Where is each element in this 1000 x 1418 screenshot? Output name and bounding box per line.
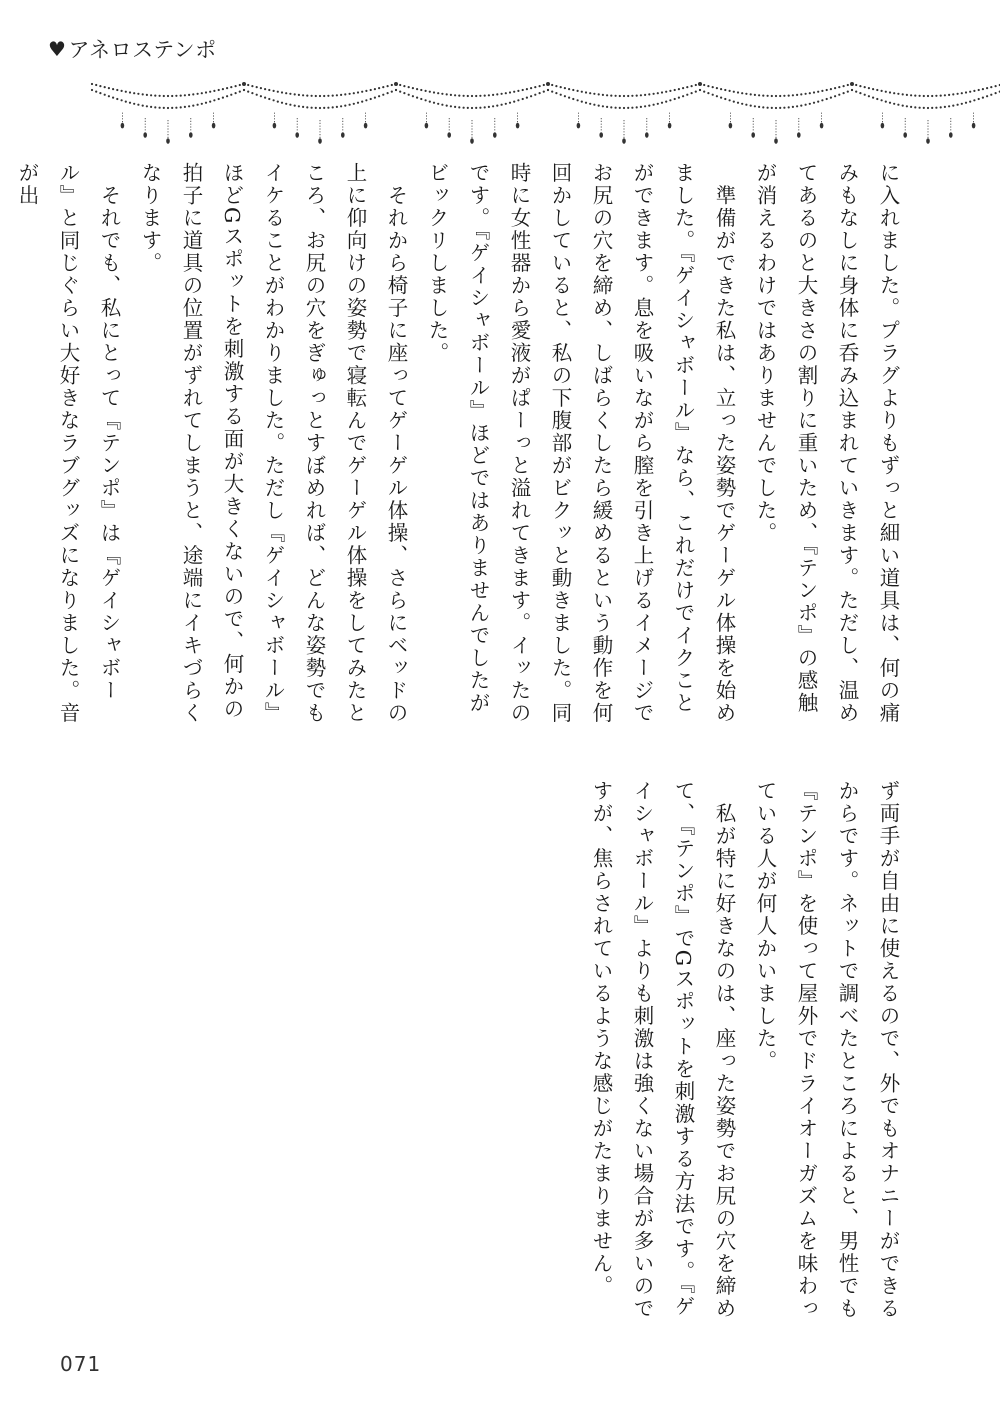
page-number: 071: [60, 1352, 102, 1376]
section-title: アネロステンポ: [68, 38, 217, 62]
section-header: [48, 34, 217, 64]
heart-icon: ♥: [48, 37, 67, 61]
garland-divider-icon: [88, 78, 1000, 138]
body-text-upper: に入れました。プラグよりもずっと細い道具は、何の痛みもなしに身体に呑み込まれていきます。ただし、温めてあるのと大きさの割りに重いため、『テンポ』の感触が消えるわけではありませんでした。 準備ができた私は、立った姿勢でゲーゲル体操を始めました。『ゲイシャボール』なら、これだけでイクことができます。息を吸いながら膣を引き上げるイメージでお尻の穴を締め、しばらくしたら緩めるという動作を何回かしていると、私の下腹部がビクッと動きました。同時に女性器から愛液がぱーっと溢れてきます。イッたのです。『ゲイシャボール』ほどではありませんでしたがビックリしました。 それから椅子に座ってゲーゲル体操、さらにベッドの上に仰向けの姿勢で寝転んでゲーゲル体操をしてみたところ、お尻の穴をぎゅっとすぼめれば、どんな姿勢でもイケることがわかりました。ただし『ゲイシャボール』ほどGスポットを刺激する面が大きくないので、何かの拍子に道具の位置がずれてしまうと、途端にイキづらくなります。 それでも、私にとって『テンポ』は『ゲイシャボール』と同じぐらい大好きなラブグッズになりました。音が出: [15, 162, 900, 725]
body-text-lower: ず両手が自由に使えるので、外でもオナニーができるからです。ネットで調べたところによると、男性でも『テンポ』を使って屋外でドライオーガズムを味わっている人が何人かいました。 私が特に好きなのは、座った姿勢でお尻の穴を締めて、『テンポ』でGスポットを刺激する方法です。『ゲイシャボール』よりも刺激は強くない場合が多いのですが、焦らされているような感じがたまりません。: [589, 780, 900, 1320]
